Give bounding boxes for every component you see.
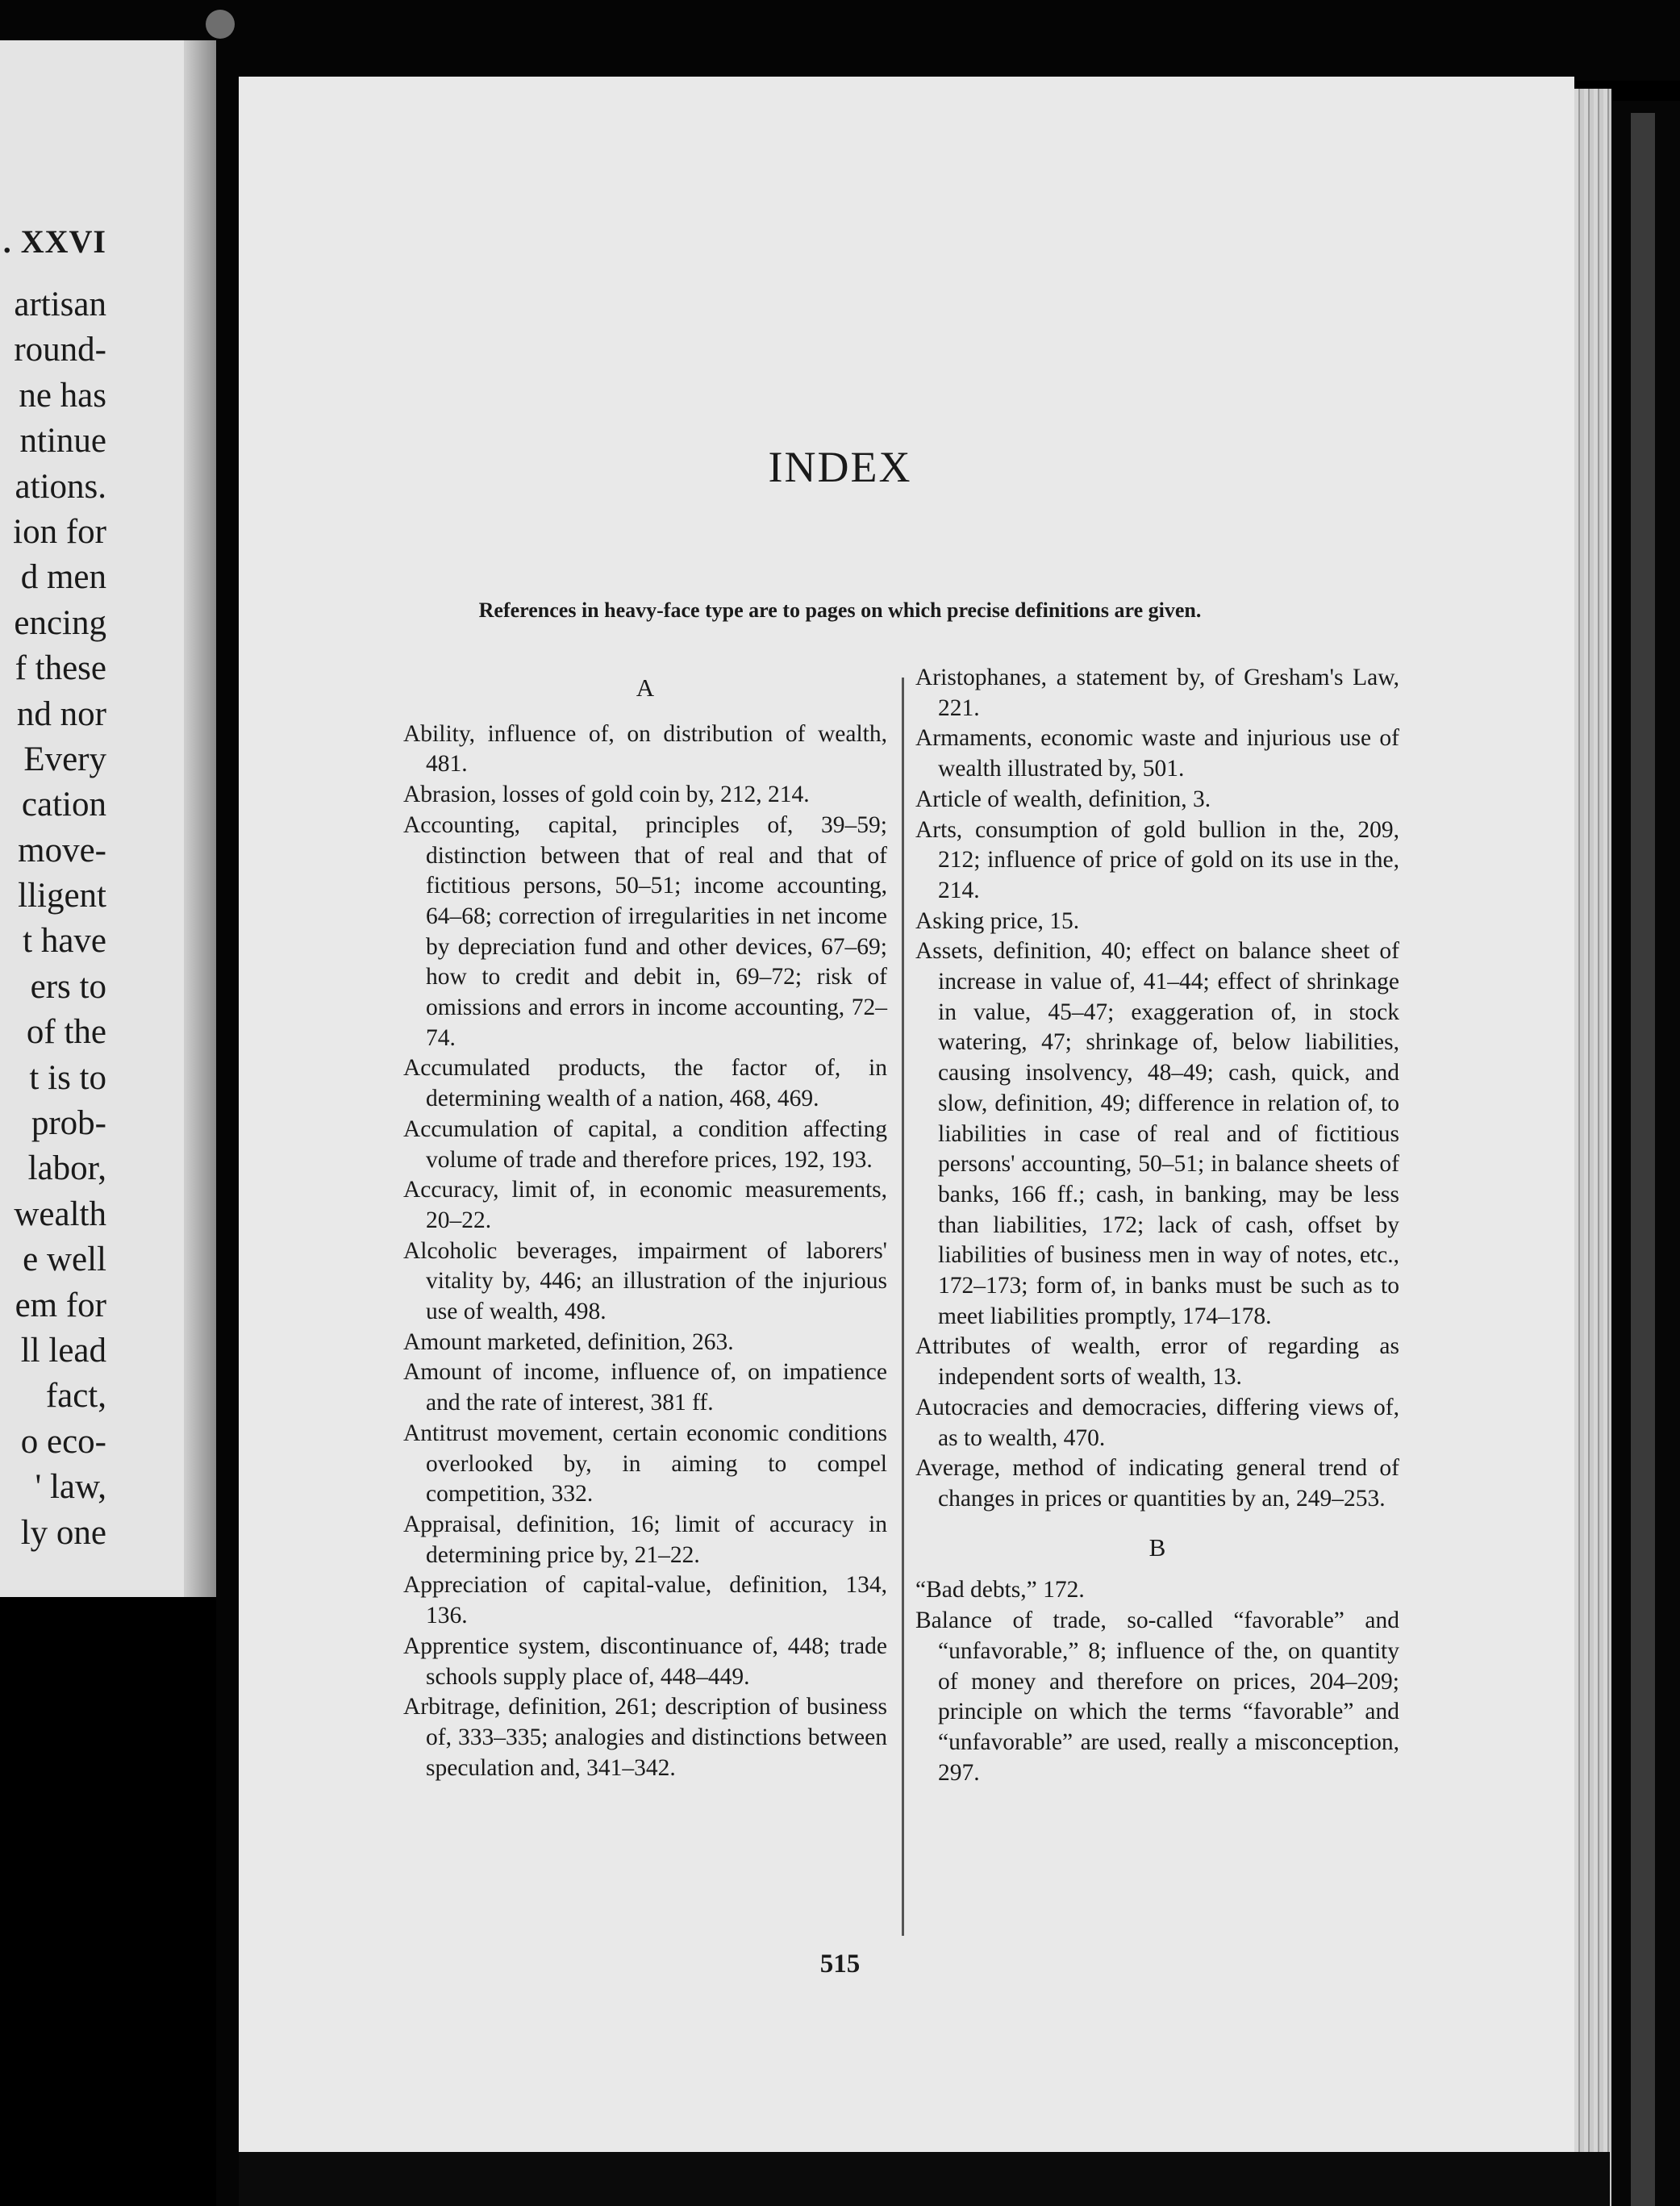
text-line: ne has <box>19 376 106 415</box>
page-edges <box>1574 89 1611 2206</box>
index-entries-left <box>403 719 887 1784</box>
text-line: ion for <box>13 512 106 551</box>
text-line: ly one <box>20 1513 106 1552</box>
section-letter-a: A <box>636 673 655 702</box>
index-entry: Aristophanes, a statement by, of Gresham's Law, 221. <box>915 665 1399 721</box>
text-line: encing <box>14 603 106 642</box>
index-column-left <box>403 661 887 1783</box>
index-note: References in heavy-face type are to pages on which precise definitions are given. <box>478 598 1202 622</box>
index-entry: Balance of trade, so-called “favorable” and “unfavorable,” 8; influence of the, on quantity of money and therefore on prices, 204–209; principle on which the terms “favorable” and “unfavorable” are used, really a misconception, 297. <box>915 1608 1399 1786</box>
text-line: t is to <box>29 1058 106 1097</box>
text-line: Every <box>23 740 106 778</box>
index-entry: Accounting, capital, principles of, 39–59; distinction between that of real and that of fictitious persons, 50–51; income accounting, 64–68; correction of irregularities in net income by depreciation fund and other devices, 67–69; how to credit and debit in, 69–72; risk of omissions and errors in income accounting, 72–74. <box>403 811 887 1051</box>
scan-artifact <box>206 10 235 39</box>
index-entry: Arts, consumption of gold bullion in the, 209, 212; influence of price of gold on its use in the, 214. <box>915 816 1399 903</box>
book-edge-inner <box>1631 113 1655 2206</box>
text-line: f these <box>15 649 106 688</box>
index-entry: Alcoholic beverages, impairment of laborers' vitality by, 446; an illustration of the injurious use of wealth, 498. <box>403 1237 887 1325</box>
index-entry: Article of wealth, definition, 3. <box>915 786 1211 812</box>
page-number: 515 <box>819 1950 861 1979</box>
book-spine <box>216 48 239 2206</box>
index-entry: Assets, definition, 40; effect on balance sheet of increase in value of, 41–44; effect of shrinkage in value, 45–47; exaggeration of, in stock watering, 47; shrinkage of, below liabilities, causing insolvency, 48–49; cash, quick, and slow, definition, 49; difference in relation of, to liabilities in case of real and of fictitious persons' accounting, 50–51; in balance sheets of banks, 166 ff.; cash, in banking, may be less than liabilities, 172; lack of cash, offset by liabilities of business men in way of notes, etc., 172–173; form of, in banks must be such as to meet liabilities promptly, 174–178. <box>915 938 1399 1329</box>
text-line: lligent <box>18 877 106 915</box>
text-line: ntinue <box>19 422 106 461</box>
index-entry: Accuracy, limit of, in economic measurements, 20–22. <box>403 1177 887 1233</box>
index-entry: Arbitrage, definition, 261; description of business of, 333–335; analogies and distinctions between speculation and, 341–342. <box>403 1694 887 1781</box>
text-line: round- <box>14 331 106 369</box>
text-line: t have <box>23 922 106 961</box>
index-entry: Autocracies and democracies, differing views of, as to wealth, 470. <box>915 1394 1399 1451</box>
index-entry: “Bad debts,” 172. <box>915 1577 1085 1603</box>
index-entry: Appraisal, definition, 16; limit of accuracy in determining price by, 21–22. <box>403 1511 887 1568</box>
index-entry: Accumulation of capital, a condition affecting volume of trade and therefore prices, 192, 193. <box>403 1116 887 1173</box>
scan-background-top <box>0 0 1680 81</box>
index-entry: Antitrust movement, certain economic conditions overlooked by, in aiming to compel competition, 332. <box>403 1420 887 1508</box>
text-line: prob- <box>31 1104 106 1143</box>
scan-background-bottom <box>239 2152 1610 2206</box>
column-divider <box>902 678 904 1936</box>
text-line: nd nor <box>16 694 106 733</box>
index-entry: Amount marketed, definition, 263. <box>403 1328 734 1355</box>
index-entries-right-a <box>915 663 1399 1515</box>
text-line: artisan <box>14 286 106 323</box>
index-column-right <box>915 663 1399 1788</box>
text-line: em for <box>15 1286 106 1324</box>
page-title: INDEX <box>768 443 912 491</box>
index-entry: Apprentice system, discontinuance of, 448; trade schools supply place of, 448–449. <box>403 1633 887 1690</box>
index-entry: Appreciation of capital-value, definition, 134, 136. <box>403 1572 887 1629</box>
index-entry: Average, method of indicating general trend of changes in prices or quantities by an, 249–253. <box>915 1455 1399 1512</box>
text-line: wealth <box>14 1195 106 1233</box>
text-line: ations. <box>15 467 106 506</box>
text-line: labor, <box>27 1149 106 1188</box>
index-entry: Ability, influence of, on distribution of wealth, 481. <box>403 720 887 778</box>
text-line: ' law, <box>35 1468 106 1507</box>
text-line: o eco- <box>20 1422 106 1461</box>
index-entry: Armaments, economic waste and injurious use of wealth illustrated by, 501. <box>915 725 1399 782</box>
text-line: fact, <box>45 1377 106 1416</box>
index-entry: Asking price, 15. <box>915 907 1080 934</box>
text-line: e well <box>23 1241 106 1279</box>
section-letter-b: B <box>1148 1533 1166 1562</box>
left-page-fold <box>184 40 216 1597</box>
text-line: of the <box>26 1013 106 1052</box>
index-entry: Attributes of wealth, error of regarding as independent sorts of wealth, 13. <box>915 1333 1399 1391</box>
index-entries-right-b <box>915 1575 1399 1788</box>
text-line: ers to <box>30 967 106 1006</box>
index-entry: Abrasion, losses of gold coin by, 212, 214. <box>403 782 810 808</box>
text-line: ll lead <box>20 1331 106 1370</box>
text-line: move- <box>18 831 106 869</box>
text-line: d men <box>20 558 106 597</box>
index-entry: Amount of income, influence of, on impatience and the rate of interest, 381 ff. <box>403 1359 887 1416</box>
left-page-header: . XXVI <box>2 223 106 260</box>
text-line: cation <box>21 786 106 824</box>
index-entry: Accumulated products, the factor of, in determining wealth of a nation, 468, 469. <box>403 1055 887 1112</box>
